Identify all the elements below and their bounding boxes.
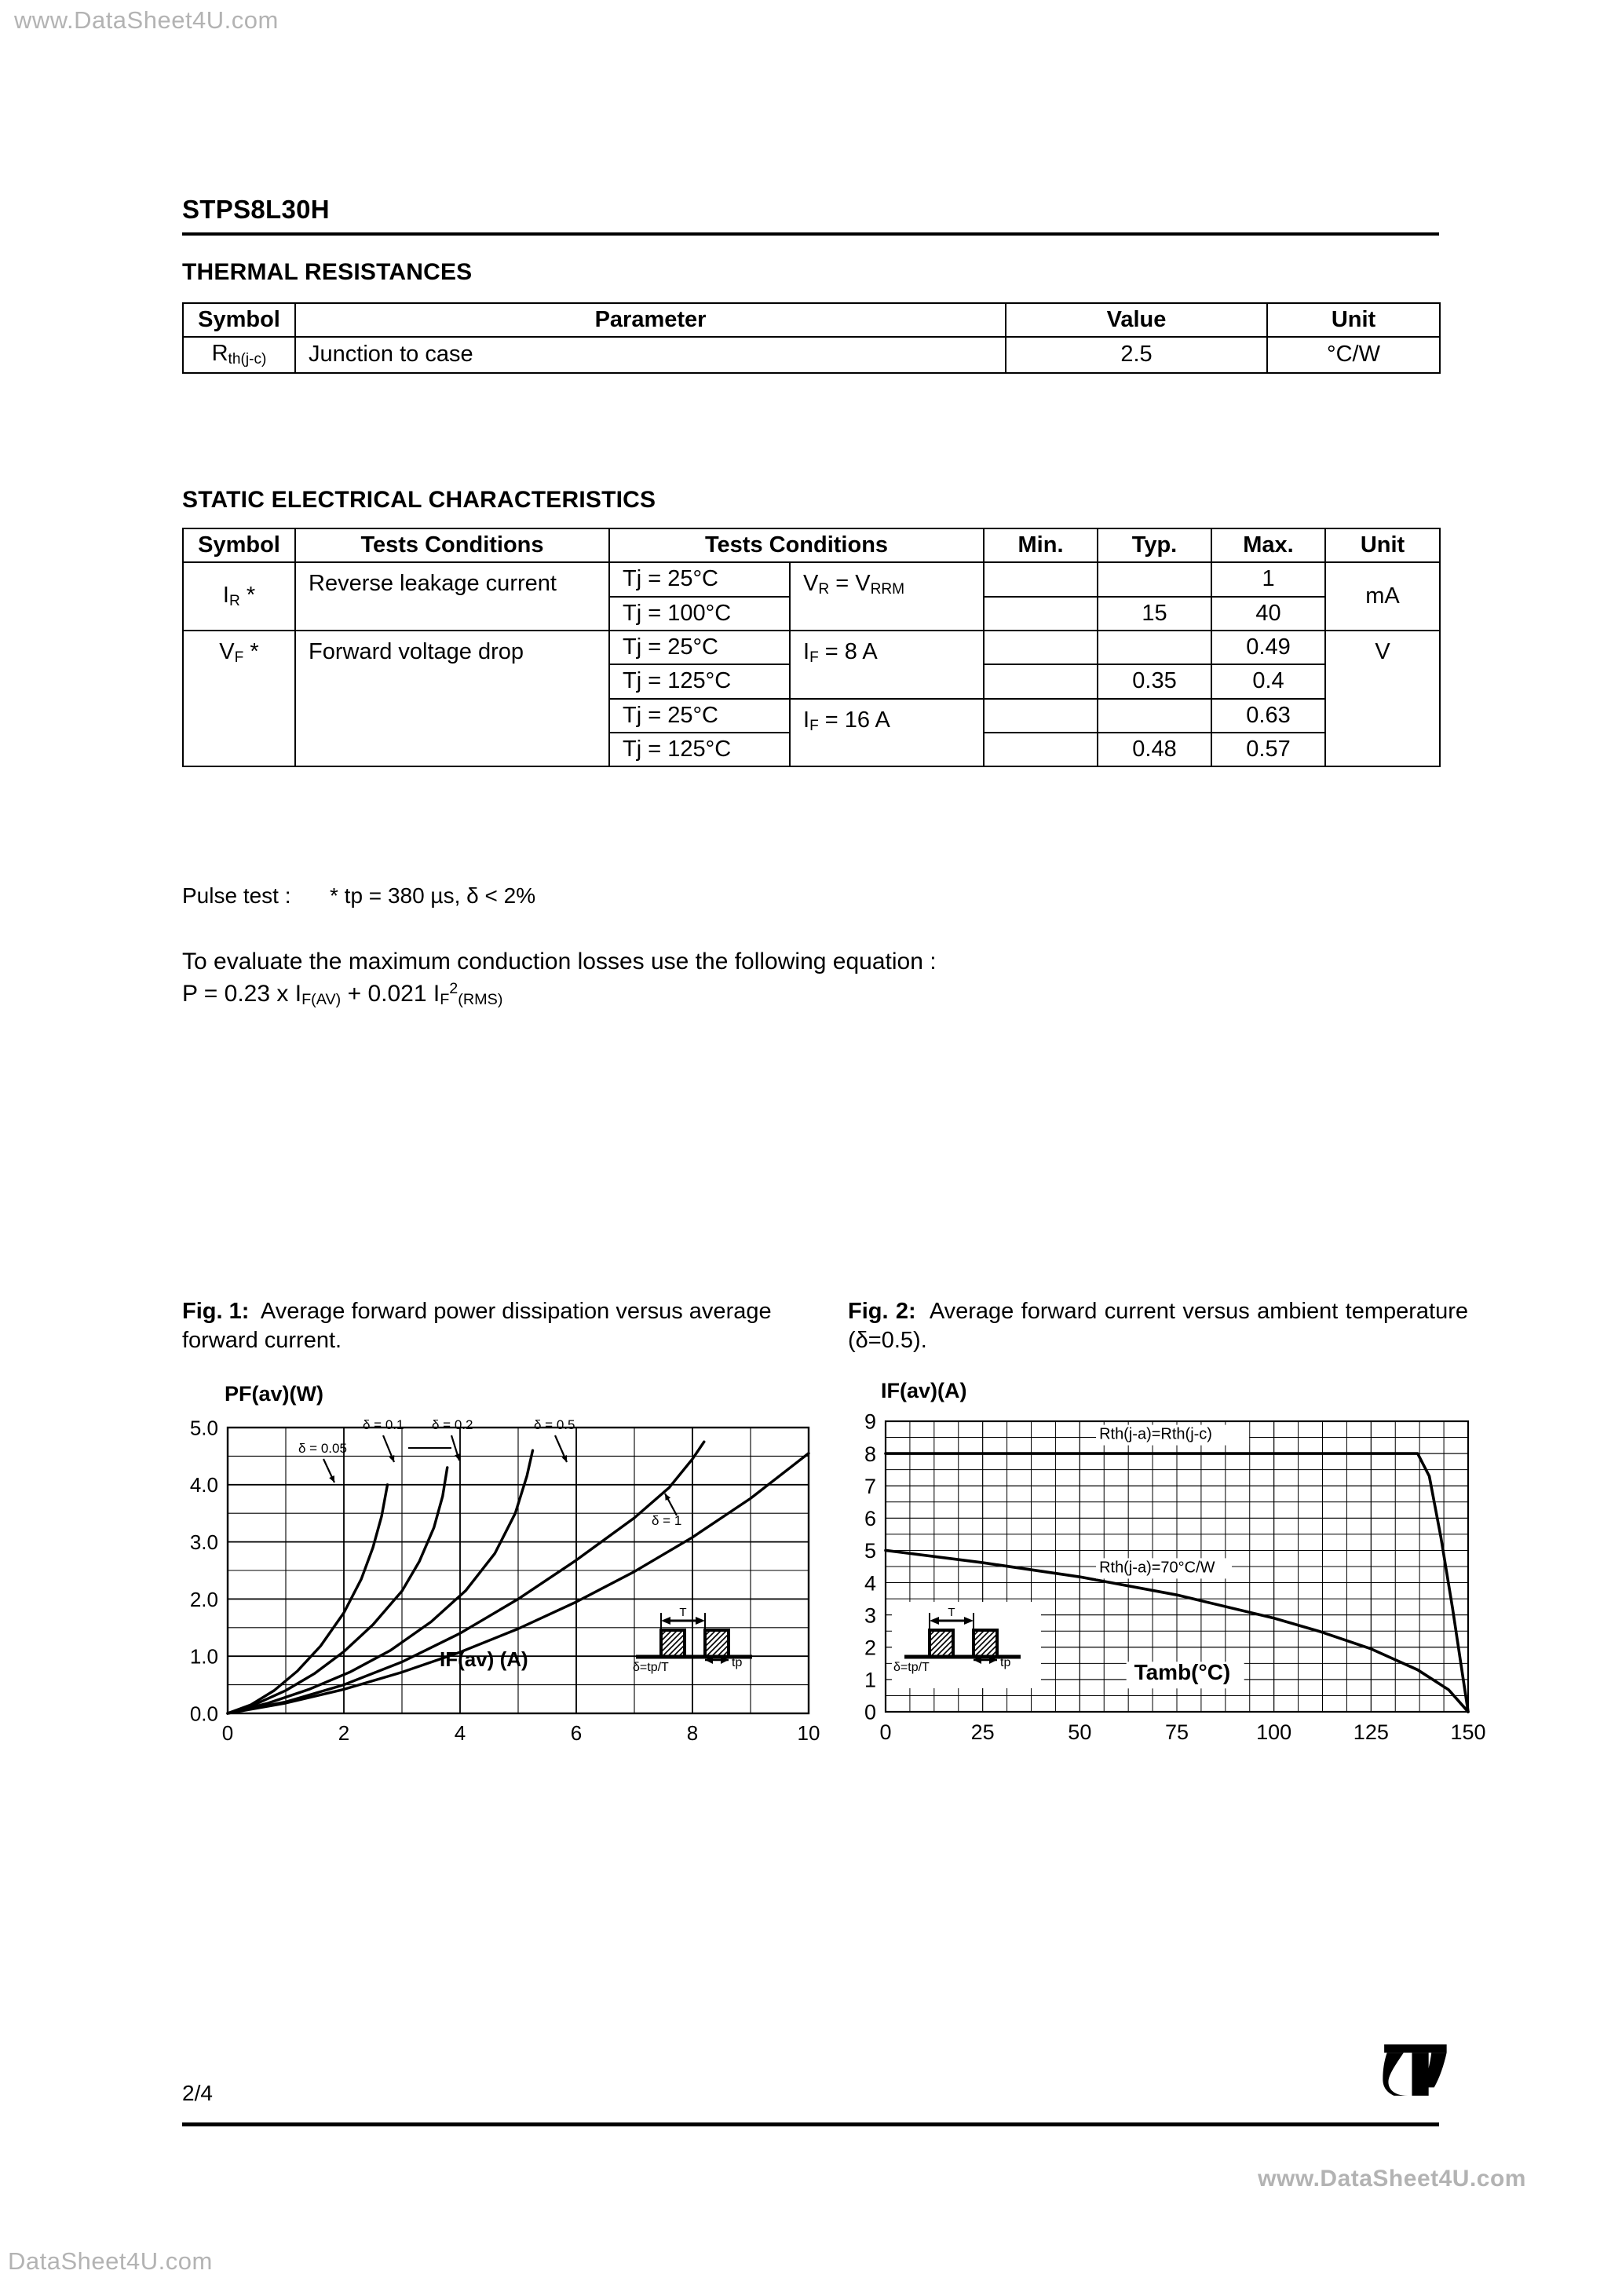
cell-condition-current: [790, 699, 984, 767]
symbol-main: R: [211, 341, 228, 367]
col-value: Value: [1006, 303, 1267, 337]
svg-text:5.0: 5.0: [189, 1416, 218, 1440]
cell-condition-temp: Tj = 25°C: [609, 631, 790, 664]
col-unit: Unit: [1267, 303, 1440, 337]
svg-text:Rth(j-a)=Rth(j-c): Rth(j-a)=Rth(j-c): [1099, 1425, 1212, 1443]
svg-text:8: 8: [686, 1721, 699, 1745]
symbol-star: *: [250, 639, 259, 665]
table-row: [183, 631, 1440, 664]
svg-text:δ = 0.1: δ = 0.1: [363, 1417, 404, 1432]
figure-1-caption: [182, 1297, 810, 1355]
cell-typ: [1098, 562, 1211, 596]
current-i: I: [803, 639, 810, 665]
col-typ: Typ.: [1098, 528, 1211, 562]
cell-value: 2.5: [1006, 337, 1267, 372]
page-number: 2/4: [182, 2081, 213, 2105]
cell-max: 0.4: [1211, 664, 1325, 698]
cell-min: [984, 699, 1098, 733]
cell-min: [984, 733, 1098, 766]
current-eq: = 16 A: [818, 707, 890, 733]
conduction-loss-equation: [182, 980, 502, 1009]
svg-text:0: 0: [879, 1720, 892, 1744]
current-sub: F: [809, 717, 819, 734]
col-tests-conditions-2: Tests Conditions: [609, 528, 984, 562]
watermark-top: www.DataSheet4U.com: [14, 6, 279, 34]
svg-text:1.0: 1.0: [189, 1644, 218, 1669]
svg-text:Rth(j-a)=70°C/W: Rth(j-a)=70°C/W: [1099, 1559, 1215, 1577]
cell-unit: V: [1325, 631, 1440, 766]
svg-text:1: 1: [864, 1668, 876, 1692]
table-header-row: [183, 303, 1440, 337]
static-electrical-characteristics-table: [182, 528, 1441, 767]
svg-text:T: T: [948, 1606, 955, 1619]
svg-text:6: 6: [864, 1507, 876, 1531]
cell-min: [984, 631, 1098, 664]
pulse-test-label: Pulse test :: [182, 883, 291, 908]
cell-symbol-vf: [183, 631, 295, 766]
cell-typ: [1098, 631, 1211, 664]
svg-text:8: 8: [864, 1442, 876, 1466]
eq-sub-fav: F(AV): [301, 991, 342, 1009]
section-heading-static: STATIC ELECTRICAL CHARACTERISTICS: [182, 487, 656, 513]
symbol-sub: th(j-c): [228, 351, 267, 368]
col-symbol: Symbol: [183, 528, 295, 562]
symbol-sub: R: [228, 593, 240, 610]
col-unit: Unit: [1325, 528, 1440, 562]
figure-2-caption-text: Average forward current versus ambient temperature (δ=0.5).: [848, 1299, 1468, 1354]
svg-text:δ = 1: δ = 1: [652, 1513, 682, 1528]
figure-2-caption: [848, 1297, 1468, 1355]
bias-eq: = V: [829, 571, 871, 597]
eq-sub-rms: (RMS): [458, 991, 503, 1009]
col-max: Max.: [1211, 528, 1325, 562]
table-header-row: [183, 528, 1440, 562]
figure-1-caption-text: Average forward power dissipation versus average forward current.: [182, 1299, 772, 1354]
col-tests-conditions-1: Tests Conditions: [295, 528, 609, 562]
cell-max: 1: [1211, 562, 1325, 596]
svg-text:tp: tp: [732, 1656, 743, 1669]
symbol-main: I: [222, 583, 229, 609]
col-symbol: Symbol: [183, 303, 295, 337]
svg-text:5: 5: [864, 1539, 876, 1563]
current-i: I: [803, 707, 810, 733]
col-parameter: Parameter: [295, 303, 1006, 337]
cell-max: 0.63: [1211, 699, 1325, 733]
figure-1-chart: [181, 1374, 832, 1767]
cell-condition-temp: Tj = 125°C: [609, 664, 790, 698]
page-title: STPS8L30H: [182, 195, 330, 224]
svg-text:25: 25: [970, 1720, 995, 1744]
cell-max: 0.49: [1211, 631, 1325, 664]
eq-p: P = 0.23 x I: [182, 980, 302, 1007]
cell-condition-temp: Tj = 25°C: [609, 562, 790, 596]
svg-text:3.0: 3.0: [189, 1530, 218, 1554]
svg-text:Tamb(°C): Tamb(°C): [1134, 1659, 1231, 1684]
svg-text:75: 75: [1164, 1720, 1189, 1744]
cell-unit: °C/W: [1267, 337, 1440, 372]
watermark-bottom: DataSheet4U.com: [8, 2247, 213, 2275]
svg-text:δ=tp/T: δ=tp/T: [893, 1661, 930, 1674]
svg-text:0.0: 0.0: [189, 1702, 218, 1726]
svg-text:0: 0: [221, 1721, 234, 1745]
cell-min: [984, 562, 1098, 596]
cell-unit: mA: [1325, 562, 1440, 631]
symbol-sub: F: [234, 649, 244, 667]
cell-max: 40: [1211, 597, 1325, 631]
figure-2-chart: [848, 1374, 1500, 1767]
svg-text:6: 6: [570, 1721, 583, 1745]
cell-description-vf: Forward voltage drop: [295, 631, 609, 766]
svg-text:δ = 0.2: δ = 0.2: [432, 1417, 473, 1432]
svg-text:IF(av)(A): IF(av)(A): [881, 1379, 967, 1402]
cell-typ: 0.35: [1098, 664, 1211, 698]
svg-text:10: 10: [797, 1721, 820, 1745]
symbol-star: *: [246, 583, 256, 609]
svg-text:T: T: [679, 1606, 687, 1619]
cell-typ: 15: [1098, 597, 1211, 631]
bias-sub2: RRM: [870, 581, 905, 598]
svg-text:tp: tp: [1000, 1656, 1011, 1669]
svg-text:δ=tp/T: δ=tp/T: [633, 1661, 669, 1674]
symbol-main: V: [219, 639, 235, 665]
col-min: Min.: [984, 528, 1098, 562]
thermal-resistances-table: [182, 302, 1441, 374]
svg-text:7: 7: [864, 1474, 876, 1498]
cell-typ: [1098, 699, 1211, 733]
svg-text:4: 4: [864, 1571, 876, 1596]
table-row: [183, 562, 1440, 596]
cell-typ: 0.48: [1098, 733, 1211, 766]
cell-description-ir: Reverse leakage current: [295, 562, 609, 631]
svg-text:125: 125: [1353, 1720, 1389, 1744]
table-row: [183, 337, 1440, 372]
cell-condition-bias: [790, 562, 984, 631]
bias-v: V: [803, 571, 819, 597]
svg-text:δ = 0.05: δ = 0.05: [298, 1441, 347, 1456]
cell-symbol-ir: [183, 562, 295, 631]
svg-text:2: 2: [864, 1636, 876, 1660]
footer-divider: [182, 2122, 1439, 2126]
bias-sub: R: [818, 581, 830, 598]
svg-text:IF(av) (A): IF(av) (A): [440, 1647, 528, 1671]
eq-mid: + 0.021 I: [341, 980, 440, 1007]
current-eq: = 8 A: [818, 639, 878, 665]
figure-1-label: Fig. 1:: [182, 1299, 250, 1324]
cell-max: 0.57: [1211, 733, 1325, 766]
cell-condition-temp: Tj = 25°C: [609, 699, 790, 733]
figure-1-svg: [181, 1374, 832, 1767]
section-heading-thermal: THERMAL RESISTANCES: [182, 259, 473, 285]
svg-text:δ = 0.5: δ = 0.5: [534, 1417, 575, 1432]
svg-text:50: 50: [1068, 1720, 1092, 1744]
svg-text:9: 9: [864, 1409, 876, 1434]
current-sub: F: [809, 649, 819, 667]
svg-text:PF(av)(W): PF(av)(W): [225, 1382, 323, 1406]
eq-sub-f: F: [440, 991, 450, 1009]
pulse-test-value: * tp = 380 µs, δ < 2%: [330, 883, 536, 908]
title-divider: [182, 232, 1439, 236]
svg-text:0: 0: [864, 1700, 876, 1724]
cell-min: [984, 597, 1098, 631]
cell-condition-temp: Tj = 100°C: [609, 597, 790, 631]
figure-2-label: Fig. 2:: [848, 1299, 916, 1324]
svg-text:100: 100: [1256, 1720, 1292, 1744]
svg-text:2.0: 2.0: [189, 1587, 218, 1611]
pulse-test-note: [182, 883, 535, 909]
svg-text:3: 3: [864, 1603, 876, 1628]
cell-condition-current: [790, 631, 984, 699]
cell-min: [984, 664, 1098, 698]
svg-text:2: 2: [338, 1721, 350, 1745]
equation-intro: To evaluate the maximum conduction losses use the following equation :: [182, 949, 937, 974]
cell-symbol: [183, 337, 295, 372]
watermark-middle: www.DataSheet4U.com: [1258, 2166, 1526, 2192]
svg-text:4.0: 4.0: [189, 1473, 218, 1497]
figure-2-svg: [848, 1374, 1500, 1767]
cell-condition-temp: Tj = 125°C: [609, 733, 790, 766]
svg-text:150: 150: [1450, 1720, 1486, 1744]
st-logo-icon: [1379, 2042, 1450, 2101]
eq-sup-2: 2: [449, 980, 458, 997]
svg-text:4: 4: [454, 1721, 466, 1745]
cell-parameter: Junction to case: [295, 337, 1006, 372]
